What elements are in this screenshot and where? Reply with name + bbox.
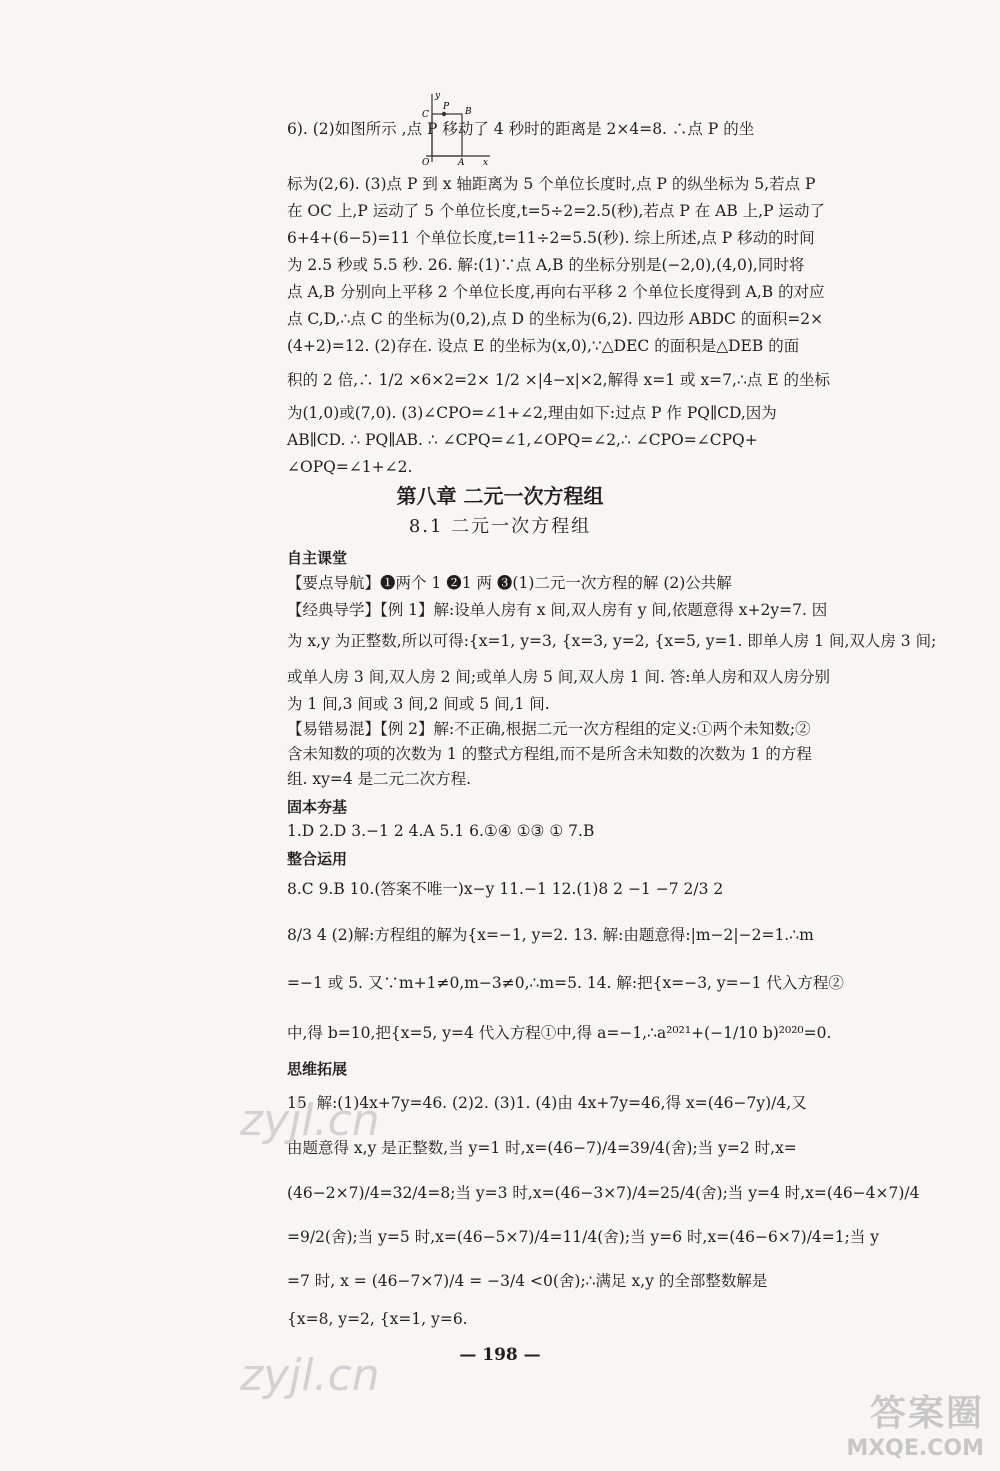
badge-title: 答案圈: [869, 1393, 984, 1434]
section-heading: 整合运用: [287, 850, 348, 868]
figure-label-b: B: [465, 107, 472, 117]
answer-line: 1.D 2.D 3.−1 2 4.A 5.1 6.①④ ①③ ① 7.B: [287, 822, 595, 840]
answer-line: 8.C 9.B 10.(答案不唯一)x−y 11.−1 12.(1)8 2 −1 −7 2/3 2: [287, 880, 724, 898]
answer-line: 中,得 b=10,把{x=5, y=4 代入方程①中,得 a=−1,∴a²⁰²¹+(−1/10 b)²⁰²⁰=0.: [287, 1024, 832, 1042]
section-heading: 思维拓展: [287, 1060, 348, 1078]
answer-line: (46−2×7)/4=32/4=8;当 y=3 时,x=(46−3×7)/4=25/4(舍);当 y=4 时,x=(46−4×7)/4: [287, 1184, 920, 1202]
answer-line: =9/2(舍);当 y=5 时,x=(46−5×7)/4=11/4(舍);当 y=6 时,x=(46−6×7)/4=1;当 y: [287, 1228, 880, 1246]
answer-line: 点 C,D,∴点 C 的坐标为(0,2),点 D 的坐标为(6,2). 四边形 ABDC 的面积=2×: [287, 310, 824, 328]
watermark: zyjl.cn: [240, 1095, 380, 1146]
answer-line: 6). (2)如图所示 ,点 P 移动了 4 秒时的距离是 2×4=8. ∴点 P 的坐: [287, 120, 755, 138]
answer-line: 6+4+(6−5)=11 个单位长度,t=11÷2=5.5(秒). 综上所述,点 P 移动的时间: [287, 229, 815, 247]
answer-line: (4+2)=12. (2)存在. 设点 E 的坐标为(x,0),∵△DEC 的面积是△DEB 的面: [287, 337, 800, 355]
site-badge: [846, 1385, 984, 1461]
figure-label-x: x: [483, 158, 489, 166]
section-title: 8.1 二元一次方程组: [408, 516, 592, 537]
figure-label-y: y: [435, 91, 441, 101]
figure-label-o: O: [422, 158, 430, 166]
figure-label-p: P: [443, 102, 450, 112]
section-heading: 自主课堂: [287, 549, 348, 567]
answer-line: 为 2.5 秒或 5.5 秒. 26. 解:(1)∵点 A,B 的坐标分别是(−2,0),(4,0),同时将: [287, 256, 805, 274]
figure-label-c: C: [422, 110, 429, 120]
answer-line: ∠OPQ=∠1+∠2.: [287, 458, 413, 476]
answer-line: 积的 2 倍,∴ 1/2 ×6×2=2× 1/2 ×|4−x|×2,解得 x=1 或 x=7,∴点 E 的坐标: [287, 371, 830, 389]
answer-line: 为 x,y 为正整数,所以可得:{x=1, y=3, {x=3, y=2, {x=5, y=1. 即单人房 1 间,双人房 3 间;: [287, 632, 937, 650]
section-heading: 固本夯基: [287, 798, 348, 816]
answer-line: 组. xy=4 是二元二次方程.: [287, 770, 472, 788]
answer-line: 为(1,0)或(7,0). (3)∠CPO=∠1+∠2,理由如下:过点 P 作 PQ∥CD,因为: [287, 404, 777, 422]
answer-line: 点 A,B 分别向上平移 2 个单位长度,再向右平移 2 个单位长度得到 A,B 的对应: [287, 283, 825, 301]
answer-line: 含未知数的项的次数为 1 的整式方程组,而不是所含未知数的次数为 1 的方程: [287, 745, 812, 763]
answer-line: 由题意得 x,y 是正整数,当 y=1 时,x=(46−7)/4=39/4(舍);当 y=2 时,x=: [287, 1139, 797, 1157]
answer-line: =−1 或 5. 又∵m+1≠0,m−3≠0,∴m=5. 14. 解:把{x=−3, y=−1 代入方程②: [287, 974, 844, 992]
badge-url: MXQE.COM: [846, 1436, 984, 1461]
chapter-title: 第八章 二元一次方程组: [396, 484, 604, 508]
answer-line: 标为(2,6). (3)点 P 到 x 轴距离为 5 个单位长度时,点 P 的纵坐标为 5,若点 P: [287, 175, 816, 193]
answer-line: 8/3 4 (2)解:方程组的解为{x=−1, y=2. 13. 解:由题意得:|m−2|−2=1.∴m: [287, 926, 814, 944]
answer-line: 在 OC 上,P 运动了 5 个单位长度,t=5÷2=2.5(秒),若点 P 在 AB 上,P 运动了: [287, 202, 825, 220]
answer-line: AB∥CD. ∴ PQ∥AB. ∴ ∠CPQ=∠1,∠OPQ=∠2,∴ ∠CPO=∠CPQ+: [287, 431, 758, 449]
answer-line: 为 1 间,3 间或 3 间,2 间或 5 间,1 间.: [287, 695, 550, 713]
answer-line: 15. 解:(1)4x+7y=46. (2)2. (3)1. (4)由 4x+7y=46,得 x=(46−7y)/4,又: [287, 1094, 807, 1112]
answer-line: 或单人房 3 间,双人房 2 间;或单人房 5 间,双人房 1 间. 答:单人房和双人房分别: [287, 668, 831, 686]
answer-line: {x=8, y=2, {x=1, y=6.: [287, 1310, 468, 1328]
page-number: — 198 —: [459, 1345, 541, 1365]
answer-line: 【经典导学】【例 1】解:设单人房有 x 间,双人房有 y 间,依题意得 x+2y=7. 因: [287, 601, 828, 619]
answer-line: 【要点导航】❶两个 1 ❷1 两 ❸(1)二元一次方程的解 (2)公共解: [287, 574, 732, 592]
watermark: zyjl.cn: [240, 1350, 380, 1401]
figure-label-a: A: [458, 158, 465, 166]
answer-line: 【易错易混】【例 2】解:不正确,根据二元一次方程组的定义:①两个未知数;②: [287, 720, 811, 738]
answer-line: =7 时, x = (46−7×7)/4 = −3/4 <0(舍);∴满足 x,y 的全部整数解是: [287, 1272, 768, 1290]
